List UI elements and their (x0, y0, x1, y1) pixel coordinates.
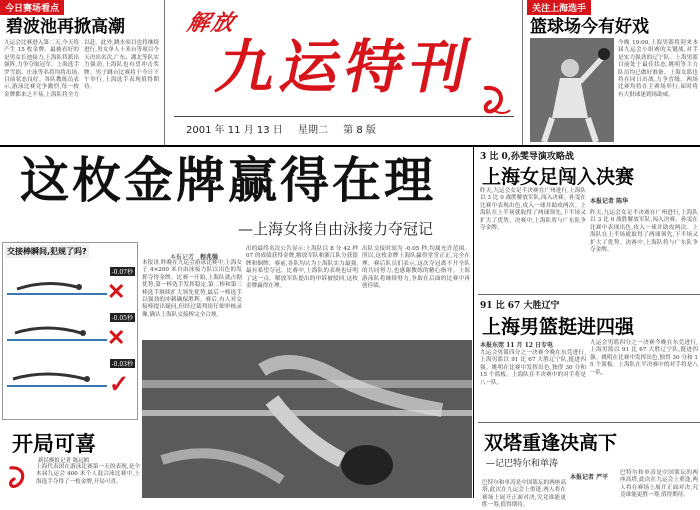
cross-icon: ✕ (107, 279, 126, 305)
games-logo (3, 462, 33, 496)
story3-body: 巴特尔和单涛是中国篮坛的两座高塔,此次在九运会上重逢,两人将在赛场上展开正面对决,究竟谁能更胜一筹,值得期待。 (482, 480, 566, 509)
story2-kicker: 91 比 67 大胜辽宁 (480, 301, 560, 311)
right-top-headline: 篮球场今有好戏 (530, 17, 649, 37)
main-col-2: 出的最终名次公告显示:上海队以 8 分 42 秒 07 的成绩获得金牌,解放军队和浙江队分获银牌和铜牌。赛前,各队均认为上海队实力最强,最有希望夺冠。比赛中,上海队的表现也证明了这一点。解放军队提出的申诉被驳回,这枚金牌赢得在理。 (246, 246, 358, 290)
main-col-1: 本报讯 昨晚在九运会游泳比赛中,上海女子 4×200 米自由泳接力队以出色的发挥夺得金牌。比赛一开始,上海队就占据优势,第一棒选手发挥稳定,第二棒和第三棒选手继续扩大领先优势,最后一棒选手以强劲的冲刺确保胜利。赛后,有人对交接棒提出疑问,但经过裁判组仔细审核录像,确认上海队交接棒完全合规。 (142, 260, 242, 318)
main-col-3: 出队交接时间为 -0.05 秒,均属允许范围。所以,这枚金牌上海队赢得堂堂正正,完全在理。赛后队员们表示,这次夺冠离不开全队的共同努力,也感谢教练的精心指导。上海游泳队将继续努力,争取在后面的比赛中再创佳绩。 (362, 246, 470, 290)
column-divider (473, 147, 474, 498)
story1-byline: 本报记者 陈华 (590, 198, 629, 205)
story1-headline: 上海女足闯入决赛 (482, 166, 635, 188)
story-rule (478, 422, 700, 423)
inset-caption: 开局可喜 (12, 432, 96, 456)
story1-body-2: 昨天,九运会女足半决赛在广州进行,上海队以 3 比 0 战胜解放军队,闯入决赛。孙雯在比赛中表现出色,攻入一球并助攻两次。上海队在上半场就取得了两球领先,下半场又扩大了优势。决赛中,上海队将与广东队争夺金牌。 (590, 210, 698, 254)
story3-body-2: 巴特尔和单涛是中国篮坛的两座高塔,此次在九运会上重逢,两人将在赛场上展开正面对决,究竟谁能更胜一筹,值得期待。 (620, 470, 698, 499)
games-logo (476, 84, 514, 120)
story3-subhead: —记巴特尔和单涛 (486, 459, 559, 469)
story3-headline: 双塔重逢决高下 (484, 432, 618, 454)
edition-text: 第 8 版 (343, 125, 376, 136)
check-icon: ✓ (109, 369, 130, 398)
column-divider (164, 0, 165, 145)
weekday-text: 星期二 (297, 125, 328, 136)
swimming-photo (142, 340, 472, 498)
swimmer-row (7, 357, 135, 397)
story1-body: 昨天,九运会女足半决赛在广州进行,上海队以 3 比 0 战胜解放军队,闯入决赛。孙雯在比赛中表现出色,攻入一球并助攻两次。上海队在上半场就取得了两球领先,下半场又扩大了优势。决赛中,上海队将与广东队争夺金牌。 (480, 188, 586, 232)
story2-headline: 上海男篮挺进四强 (482, 316, 635, 338)
left-top-body: 九运会比赛进入第二天,今天将产生 15 枚金牌。最被看好的是男女长池接力,上海队将派出强阵,力争夺取冠军。上海选手罗雪娟、庄泳等名将均将出场,目前状态良好。各队教练员表示,游泳比赛竞争激烈,每一枚金牌都来之不易,上海队将全力以赴。此外,跳水项目也将继续进行,男女单人十米台等项目今天决出名次,广东、湖北等队实力强劲,上海队也有望冲击奖牌。男子跳台比赛将于今日下午举行,上海选手表现值得期待。 (4, 40, 159, 98)
story2-body-2: 九运会男篮四分之一决赛今晚在东莞进行,上海男篮以 91 比 67 大胜辽宁队,挺进四强。姚明在比赛中发挥出色,独得 30 分和 15 个篮板。上海队在半决赛中的对手将是八一队。 (590, 340, 698, 376)
inset-body: 上海代表团在游泳比赛第一天的表现,是全本届九运会 400 米个人混合泳比赛中,上海选手夺得了一枚金牌,开局可喜。 (36, 464, 140, 485)
byline-label: 本报记者 (170, 254, 195, 261)
story2-body: 九运会男篮四分之一决赛今晚在东莞进行,上海男篮以 91 比 67 大胜辽宁队,挺进四强。姚明在比赛中发挥出色,独得 30 分和 15 个篮板。上海队在半决赛中的对手将是八一队。 (480, 350, 586, 386)
left-top-headline: 碧波池再掀高潮 (6, 17, 125, 37)
time-mark: -0.05秒 (111, 315, 133, 322)
story1-kicker: 3 比 0,孙雯导演攻略战 (480, 152, 574, 162)
section-tag: 今日赛场看点 (0, 0, 64, 15)
masthead-calligraphy: 解放 (184, 10, 239, 36)
column-divider (522, 0, 523, 145)
main-headline: 这枚金牌赢得在理 (20, 152, 437, 209)
masthead-title: 九运特刊 (210, 33, 482, 101)
inset-byline: 新民晚报记者 陈远鸥 (38, 458, 90, 464)
story-rule (478, 294, 700, 295)
section-tag: 关注上海选手 (527, 0, 591, 15)
inset-box (2, 242, 138, 420)
cross-icon: ✕ (107, 325, 126, 351)
time-mark: -0.03秒 (111, 361, 133, 368)
inset-title: 交接棒瞬间,犯规了吗? (7, 247, 87, 256)
section-rule (0, 145, 700, 147)
masthead-date (186, 121, 376, 136)
main-subhead: —上海女将自由泳接力夺冠记 (238, 220, 434, 238)
story3-byline: 本报记者 严平 (570, 474, 609, 481)
story2-byline: 本报东莞 11 月 12 日专电 (480, 342, 554, 349)
swimmer-row (7, 311, 135, 351)
right-top-body: 今晚 19:00,上海男篮将迎来本届九运会小组赛的关键战,对手是实力强劲的辽宁队。上海男篮目前处于最佳状态,姚明等主力队员均已做好准备。上海女篮也将在同日出战,力争晋级。两场比赛均将在主赛场举行,届时将有大批球迷到场助威。 (618, 40, 698, 98)
swimmer-row (7, 265, 135, 305)
time-mark: -0.07秒 (111, 269, 133, 276)
masthead-rule (174, 116, 514, 117)
byline-name: 程兆强 (199, 254, 218, 261)
date-text: 2001 年 11 月 13 日 (186, 125, 283, 136)
basketball-photo (530, 38, 614, 142)
